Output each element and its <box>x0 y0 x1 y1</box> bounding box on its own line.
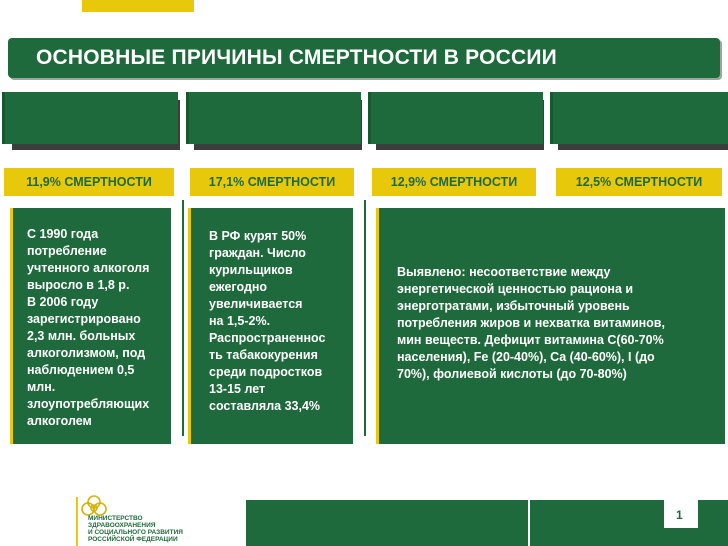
cause-card-smoking <box>191 208 353 444</box>
image-slot-4 <box>550 92 728 144</box>
cause-card-nutrition <box>379 208 725 444</box>
card-text: С 1990 года потребление учтенного алкоголя выросло в 1,8 р. В 2006 году зарегистрировано 2,3 млн. больных алкоголизмом, под наблюдением 0,5 млн. злоупотребляющих алкоголем <box>27 227 150 428</box>
header-accent-tab <box>82 0 194 12</box>
card-text: Выявлено: несоответствие между энергетической ценностью рациона и энерготратами, избыточный уровень потребления жиров и нехватка витаминов, мин веществ. Дефицит витамина С(60-70% населения), Fe (20-40%), Ca (40-60%), I (до 70%), фолиевой кислоты (до 70-80%) <box>397 265 665 381</box>
percent-label-3: 12,9% СМЕРТНОСТИ <box>372 168 536 196</box>
footer-bar <box>246 500 528 546</box>
page-number: 1 <box>676 508 683 522</box>
percent-label-1: 11,9% СМЕРТНОСТИ <box>4 168 174 196</box>
ministry-logo-text: МИНИСТЕРСТВО ЗДРАВООХРАНЕНИЯ И СОЦИАЛЬНОГО РАЗВИТИЯ РОССИЙСКОЙ ФЕДЕРАЦИИ <box>88 515 183 543</box>
percent-label-4: 12,5% СМЕРТНОСТИ <box>556 168 722 196</box>
column-divider <box>364 200 366 436</box>
card-text: В РФ курят 50% граждан. Число курильщиков ежегодно увеличивается на 1,5-2%. Распространеннос ть табакокурения среди подростков 13-15 лет составляла 33,4% <box>209 229 326 413</box>
image-slot-2 <box>186 92 361 144</box>
page-title: ОСНОВНЫЕ ПРИЧИНЫ СМЕРТНОСТИ В РОССИИ <box>8 38 720 78</box>
cause-card-alcohol <box>13 208 171 444</box>
percent-label-2: 17,1% СМЕРТНОСТИ <box>190 168 354 196</box>
footer-accent-line <box>76 497 78 546</box>
image-slot-3 <box>368 92 543 144</box>
column-divider <box>182 200 184 436</box>
footer-bar <box>530 500 728 546</box>
image-slot-1 <box>2 92 178 144</box>
